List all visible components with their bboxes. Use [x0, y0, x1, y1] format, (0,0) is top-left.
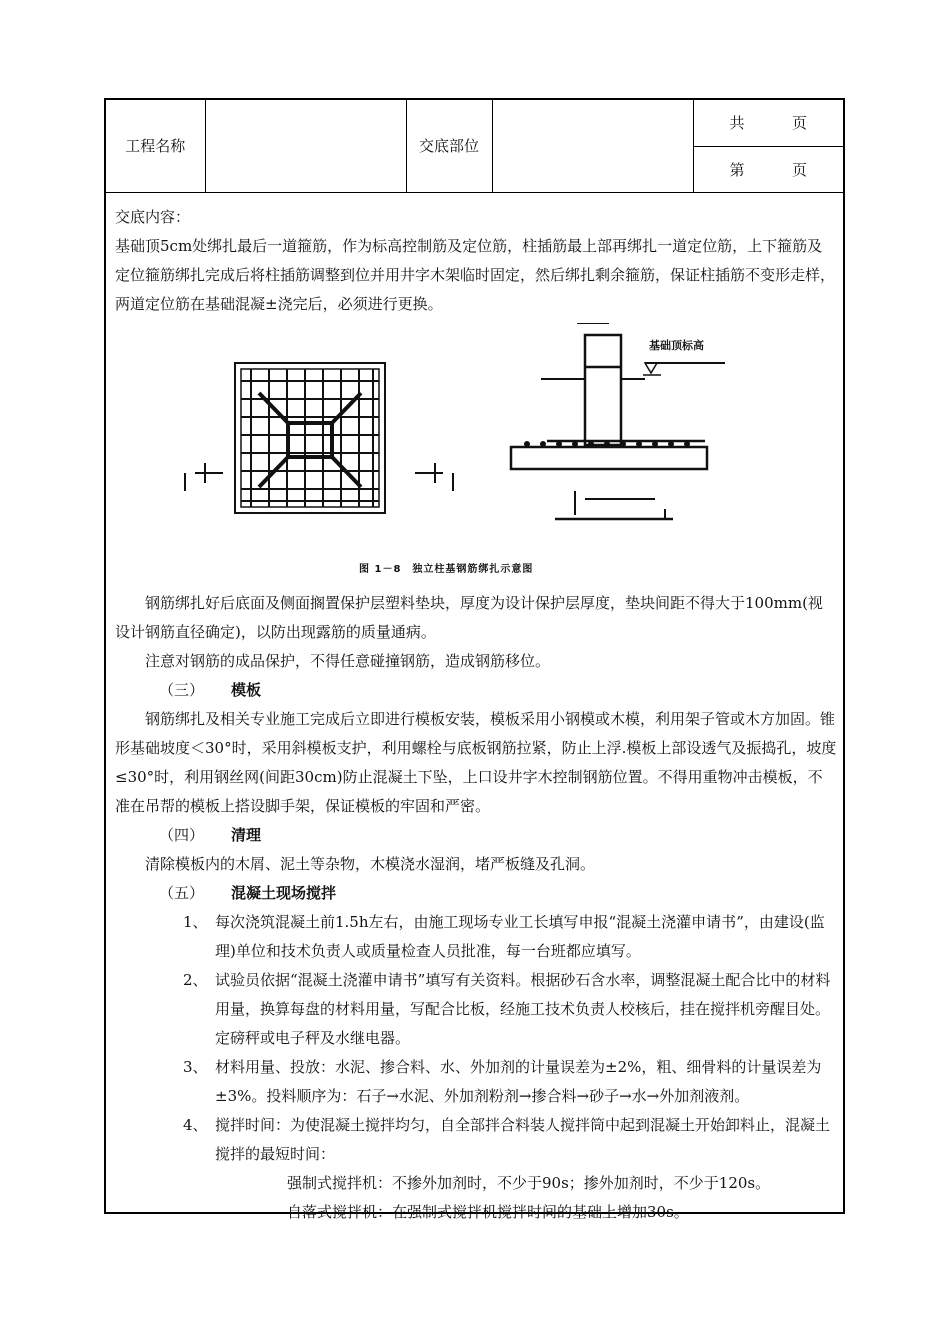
paragraph-cover-blocks: 钢筋绑扎好后底面及侧面搁置保护层塑料垫块，厚度为设计保护层厚度，垫块间距不得大于100mm(视设计钢筋直径确定)，以防出现露筋的质量通病。 — [115, 594, 823, 641]
content-area — [115, 203, 837, 1227]
list-item — [115, 966, 837, 1053]
section-formwork-heading — [115, 676, 837, 705]
total-pages-cell — [693, 100, 843, 146]
section-number: （三） — [159, 681, 205, 699]
list-item-number: 4、 — [183, 1116, 208, 1134]
section-cleaning-heading — [115, 821, 837, 850]
list-item — [115, 1053, 837, 1111]
mixing-time-forced: 强制式搅拌机：不掺外加剂时，不少于90s；掺外加剂时，不少于120s。 — [287, 1174, 771, 1192]
list-item-text: 材料用量、投放：水泥、掺合料、水、外加剂的计量误差为±2%，粗、细骨料的计量误差为±3%。投料顺序为：石子→水泥、外加剂粉剂→掺合料→砂子→水→外加剂液剂。 — [215, 1058, 822, 1105]
mixing-time-gravity: 自落式搅拌机：在强制式搅拌机搅拌时间的基础上增加30s。 — [287, 1203, 689, 1221]
list-item-number: 1、 — [183, 913, 208, 931]
section-title: 清理 — [231, 826, 262, 844]
list-item-text: 试验员依据“混凝土浇灌申请书”填写有关资料。根据砂石含水率，调整混凝土配合比中的材料用量，换算每盘的材料用量，写配合比板，经施工技术负责人校核后，挂在搅拌机旁醒目处。定磅秤或电子秤及水继电器。 — [215, 971, 831, 1047]
page-number-cell — [693, 146, 843, 192]
total-pages-suffix: 页 — [791, 114, 807, 133]
section-number: （五） — [159, 884, 205, 902]
list-item — [115, 1111, 837, 1169]
header-table — [106, 100, 843, 193]
total-pages-prefix: 共 — [729, 114, 745, 133]
paragraph-protection: 注意对钢筋的成品保护，不得任意碰撞钢筋，造成钢筋移位。 — [145, 652, 551, 670]
project-name-value — [205, 100, 406, 192]
section-number: （四） — [159, 826, 205, 844]
paragraph-rebar-positioning: 基础顶5cm处绑扎最后一道箍筋，作为标高控制筋及定位筋，柱插筋最上部再绑扎一道定位筋，上下箍筋及定位箍筋绑扎完成后将柱插筋调整到位并用井字木架临时固定，然后绑扎剩余箍筋，保证柱插筋不变形走样，两道定位筋在基础混凝±浇完后，必须进行更换。 — [115, 237, 836, 313]
content-label: 交底内容： — [115, 208, 191, 226]
rebar-binding-figure — [115, 319, 837, 589]
list-item-text: 搅拌时间：为使混凝土搅拌均匀，自全部拌合料装人搅拌筒中起到混凝土开始卸料止，混凝土搅拌的最短时间： — [215, 1116, 831, 1163]
project-name-label: 工程名称 — [106, 100, 205, 192]
list-item-number: 2、 — [183, 971, 208, 989]
section-title: 模板 — [231, 681, 262, 699]
list-item-number: 3、 — [183, 1058, 208, 1076]
list-item-text: 每次浇筑混凝土前1.5h左右，由施工现场专业工长填写申报“混凝土浇灌申请书”，由建设(监理)单位和技术负责人或质量检查人员批准，每一台班都应填写。 — [215, 913, 825, 960]
paragraph-cleaning: 清除模板内的木屑、泥土等杂物，木模浇水湿润，堵严板缝及孔洞。 — [145, 855, 596, 873]
handover-part-label: 交底部位 — [406, 100, 492, 192]
paragraph-formwork: 钢筋绑扎及相关专业施工完成后立即进行模板安装，模板采用小钢模或木模，利用架子管或木方加固。锥形基础坡度＜30°时，采用斜模板支护，利用螺栓与底板钢筋拉紧，防止上浮.模板上部设透气及振捣孔，坡度≤30°时，利用钢丝网(间距30cm)防止混凝土下坠，上口设井字木控制钢筋位置。不得用重物冲击模板，不准在吊帮的模板上搭设脚手架，保证模板的牢固和严密。 — [115, 710, 837, 815]
list-item — [115, 908, 837, 966]
document-frame — [104, 98, 845, 1221]
section-mixing-heading — [115, 879, 837, 908]
page-number-suffix: 页 — [791, 160, 807, 179]
figure-elevation-label: 基础顶标高 — [649, 339, 704, 352]
page-number-prefix: 第 — [729, 160, 745, 179]
figure-caption: 图 1－8 独立柱基钢筋绑扎示意图 — [359, 564, 534, 575]
section-title: 混凝土现场搅拌 — [231, 884, 337, 902]
handover-part-value — [492, 100, 693, 192]
